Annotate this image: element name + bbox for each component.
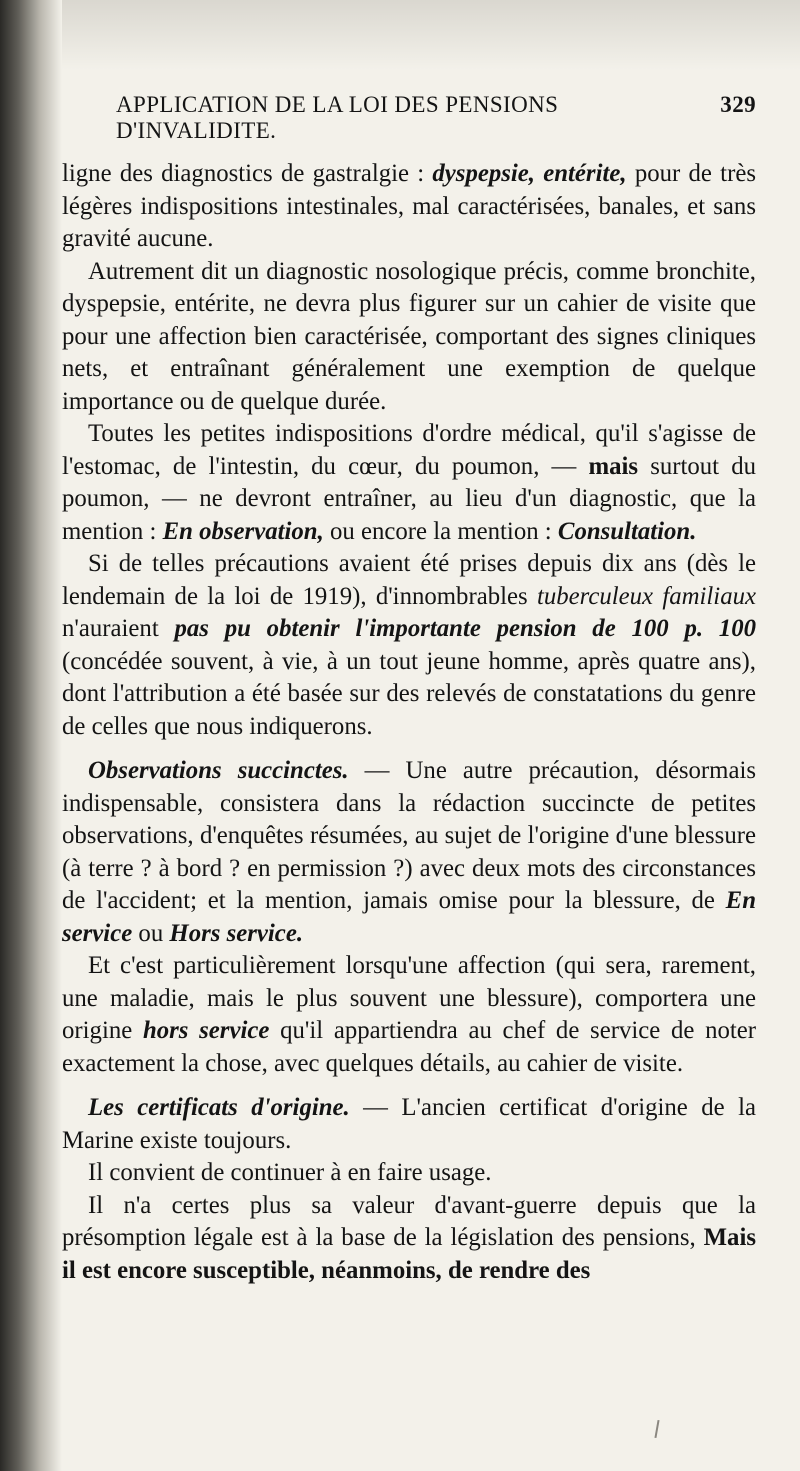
scan-shadow-top [0, 0, 800, 70]
paragraph [62, 755, 756, 950]
scan-shadow-left [0, 0, 62, 1471]
paragraph [62, 548, 756, 743]
text-run: ou encore la mention : [323, 517, 558, 545]
text-run: hors service [142, 1017, 270, 1044]
text-run: Si de telles précautions avaient été prises depuis dix ans (dès le lendemain de la loi de 1919), d'innombrables [62, 550, 756, 610]
text-run: ou [132, 919, 170, 947]
paragraph [62, 256, 756, 419]
running-title: APPLICATION DE LA LOI DES PENSIONS D'INVALIDITE. [116, 92, 559, 143]
text-run: Toutes les petites indispositions d'ordre médical, qu'il s'agisse de l'estomac, de l'intestin, du cœur, du poumon, — [62, 420, 756, 480]
text-run: — L'ancien certificat d'origine de la Marine existe toujours. [62, 1094, 756, 1154]
scan-mark [654, 1420, 659, 1438]
paragraph [62, 1092, 756, 1157]
text-run: pour de très légères indispositions intestinales, mal caractérisées, banales, et sans gravité aucune. [62, 160, 756, 252]
body-text [62, 158, 756, 1287]
text-run: n'auraient [62, 615, 175, 642]
text-run: ligne des diagnostics de gastralgie : [62, 160, 433, 187]
text-run: Il convient de continuer à en faire usage. [88, 1159, 492, 1186]
text-run: tuberculeux familiaux [536, 582, 756, 610]
text-run: dyspepsie, entérite, [432, 160, 627, 187]
text-run: En observation, [162, 517, 324, 545]
book-page [62, 92, 756, 1287]
paragraph [62, 418, 756, 548]
text-run: qu'il appartiendra au chef de service de noter exactement la chose, avec quelques détails, au cahier de visite. [62, 1017, 757, 1077]
text-run: Il n'a certes plus sa valeur d'avant-guerre depuis que la présomption légale est à la base de la législation des pensions, [62, 1191, 756, 1251]
paragraph [62, 1157, 756, 1190]
paragraph [62, 1190, 756, 1288]
text-run: Les certificats d'origine. [88, 1094, 350, 1121]
paragraph [62, 950, 756, 1080]
text-run: (concédée souvent, à vie, à un tout jeune homme, après quatre ans), dont l'attribution a été basée sur des relevés de constatations du genre de celles que nous indiquerons. [62, 647, 756, 740]
paragraph [62, 158, 756, 256]
text-run: — Une autre précaution, désormais indispensable, consistera dans la rédaction succincte de petites observations, d'enquêtes résumées, au sujet de l'origine d'une blessure (à terre ? à bord ? en permission ?) avec deux mots des circonstances de l'accident; et la mention, jamais omise pour la blessure, de [62, 757, 756, 914]
text-run: En service [62, 887, 756, 947]
text-run: surtout du poumon, — ne devront entraîner, au lieu d'un diagnostic, que la mention : [62, 452, 756, 545]
text-run: Et c'est particulièrement lorsqu'une affection (qui sera, rarement, une maladie, mais le plus souvent une blessure), comportera une origine [62, 952, 756, 1044]
running-header [116, 92, 756, 144]
text-run: Mais il est encore susceptible, néanmoins, de rendre des [62, 1224, 756, 1284]
text-run: pas pu obtenir l'importante pension de 100 p. 100 [174, 615, 757, 642]
text-run: Autrement dit un diagnostic nosologique précis, comme bronchite, dyspepsie, entérite, ne devra plus figurer sur un cahier de visite que pour une affection bien caractérisée, comportant des signes cliniques nets, et entraînant généralement une exemption de quelque importance ou de quelque durée. [62, 257, 756, 415]
text-run: mais [588, 452, 639, 480]
text-run: Consultation. [557, 517, 697, 545]
text-run: Observations succinctes. [88, 757, 349, 784]
text-run: Hors service. [169, 919, 304, 947]
page-number: 329 [720, 92, 756, 117]
